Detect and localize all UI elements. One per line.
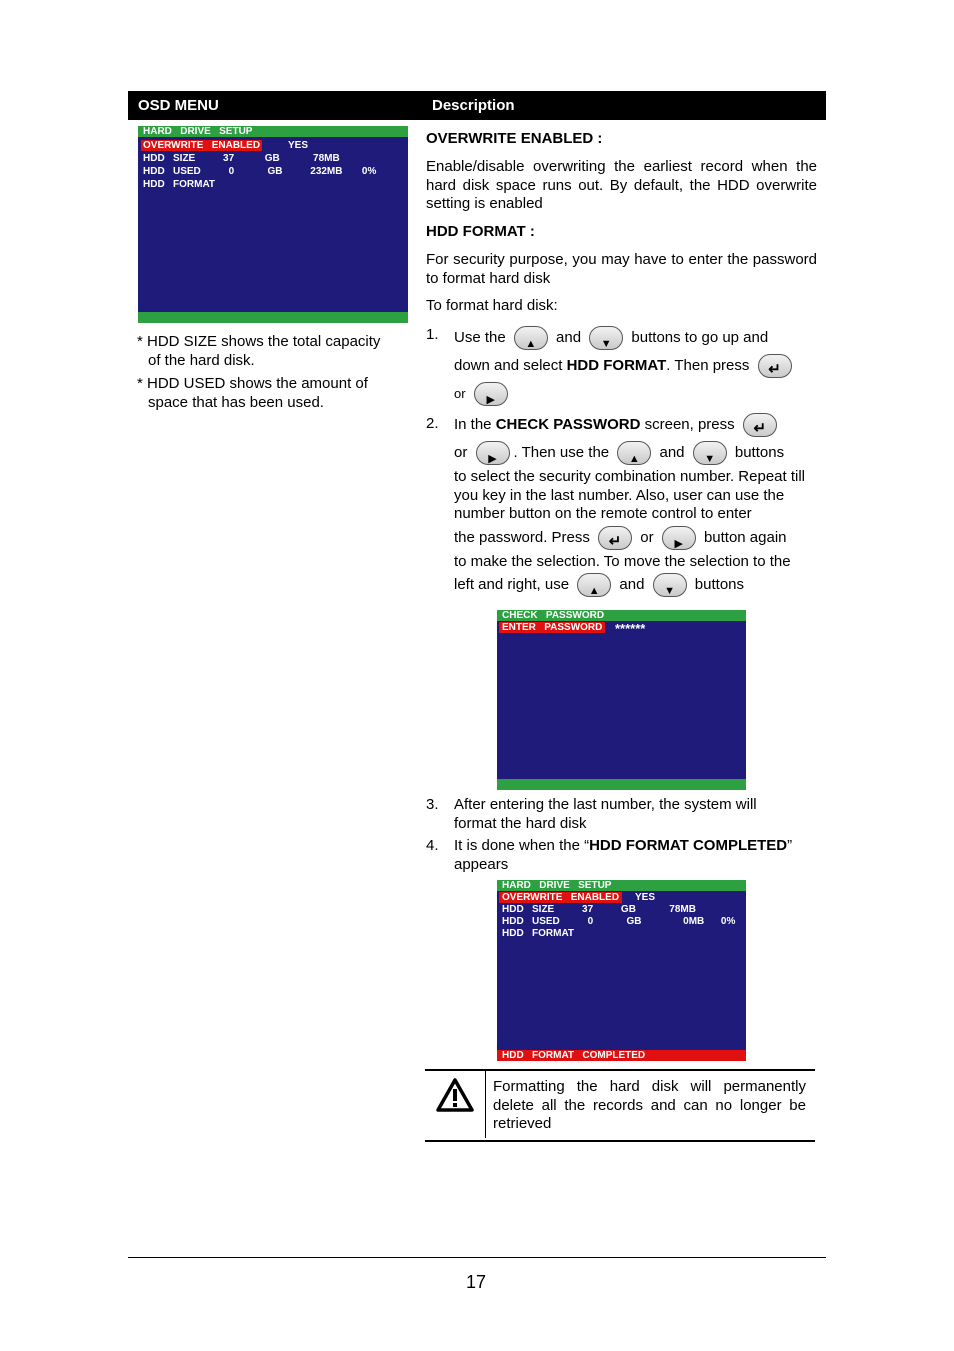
osd-format-completed: HDD FORMAT COMPLETED (502, 1050, 646, 1061)
step-text: screen, press (644, 416, 735, 433)
warning-triangle-icon (435, 1077, 475, 1113)
up-arrow-button-icon (514, 326, 548, 350)
step-4 (454, 837, 820, 874)
step-2 (454, 411, 824, 467)
heading-hdd-format: HDD FORMAT : (426, 223, 535, 240)
column-header-description: Description (432, 97, 515, 114)
step-text: or (454, 386, 466, 401)
step-number: 2. (426, 415, 439, 432)
osd-title: HARD DRIVE SETUP (143, 126, 253, 137)
osd-title: CHECK PASSWORD (502, 610, 605, 621)
note-line: of the hard disk. (148, 351, 255, 369)
step-text: the password. Press (454, 529, 590, 546)
right-arrow-button-icon (476, 441, 510, 465)
osd-title: HARD DRIVE SETUP (502, 880, 612, 891)
osd-overwrite-label: OVERWRITE ENABLED (143, 140, 261, 151)
step-text: buttons (694, 576, 745, 593)
osd-bottom-bar (138, 312, 408, 323)
osd-check-password (497, 610, 746, 790)
enter-button-icon (743, 413, 777, 437)
note-line: space that has been used. (148, 393, 324, 411)
step-2-continued (454, 524, 824, 552)
up-arrow-button-icon (617, 441, 651, 465)
right-arrow-button-icon (662, 526, 696, 550)
warning-divider (485, 1071, 486, 1138)
step-number: 3. (426, 796, 439, 813)
table-header (128, 91, 826, 120)
osd-overwrite-label: OVERWRITE ENABLED (499, 892, 622, 903)
warning-box (425, 1069, 815, 1142)
osd-hdd-format-row: HDD FORMAT (143, 179, 216, 190)
up-arrow-button-icon (577, 573, 611, 597)
step-text: and (556, 329, 582, 346)
enter-button-icon (598, 526, 632, 550)
warning-text: Formatting the hard disk will permanently delete all the records and can no longer be retrieved (493, 1078, 806, 1132)
note-hdd-used (137, 375, 368, 412)
right-arrow-button-icon (474, 382, 508, 406)
osd-hdd-used-row: HDD USED 0 GB 0MB 0% (502, 916, 736, 927)
step-text: Use the (454, 329, 506, 346)
step-2-last (454, 571, 824, 599)
osd-password-value: ****** (615, 621, 646, 636)
note-line: * HDD USED shows the amount of (137, 375, 368, 392)
down-arrow-button-icon (589, 326, 623, 350)
down-arrow-button-icon (693, 441, 727, 465)
step-text-bold: HDD FORMAT COMPLETED (589, 837, 788, 854)
step-text-bold: CHECK PASSWORD (495, 416, 641, 433)
osd-overwrite-value: YES (635, 892, 656, 903)
footer-divider (128, 1257, 826, 1258)
step-text: button again (703, 529, 787, 546)
step-text: left and right, use (454, 576, 570, 593)
step-text: and (659, 444, 685, 461)
note-line: * HDD SIZE shows the total capacity (137, 333, 381, 350)
header-divider (128, 119, 826, 120)
paragraph-hdd-format: For security purpose, you may have to enter the password to format hard disk (426, 251, 817, 287)
step-text: down and select (454, 357, 563, 374)
step-number: 1. (426, 326, 439, 343)
down-arrow-button-icon (653, 573, 687, 597)
step-text: . Then use the (513, 444, 610, 461)
osd-hard-drive-setup (138, 126, 408, 323)
osd-hdd-format-row: HDD FORMAT (502, 928, 575, 939)
step-text: ” appears (454, 837, 793, 873)
osd-hdd-size-row: HDD SIZE 37 GB 78MB (143, 153, 340, 164)
note-hdd-size (137, 333, 380, 370)
column-header-osd-menu: OSD MENU (138, 97, 219, 114)
osd-hdd-used-row: HDD USED 0 GB 232MB 0% (143, 166, 377, 177)
paragraph-overwrite: Enable/disable overwriting the earliest record when the hard disk space runs out. By default, the HDD overwrite setting is enabled (426, 158, 817, 212)
page-number: 17 (466, 1272, 487, 1292)
step-1 (454, 324, 824, 408)
osd-hard-drive-setup-completed (497, 880, 746, 1061)
step-text: In the (454, 416, 492, 433)
step-text: buttons (734, 444, 785, 461)
osd-overwrite-value: YES (288, 140, 309, 151)
osd-bottom-bar (497, 779, 746, 790)
osd-enter-password-label: ENTER PASSWORD (499, 622, 605, 633)
heading-overwrite: OVERWRITE ENABLED : (426, 130, 603, 147)
enter-button-icon (758, 354, 792, 378)
step-2-line: to make the selection. To move the selection to the (454, 553, 791, 570)
step-text: buttons to go up and (631, 329, 769, 346)
step-text: or (640, 529, 654, 546)
step-3: After entering the last number, the system will format the hard disk (454, 796, 757, 832)
step-text: and (619, 576, 645, 593)
step-text: or (454, 444, 468, 461)
step-text: . Then press (666, 357, 750, 374)
step-text: It is done when the “ (454, 837, 590, 854)
paragraph-to-format: To format hard disk: (426, 297, 558, 314)
osd-hdd-size-row: HDD SIZE 37 GB 78MB (502, 904, 696, 915)
step-text-bold: HDD FORMAT (566, 357, 667, 374)
step-2-body: to select the security combination number. Repeat till you key in the last number. Also, user can use the number button on the remote control to enter (454, 468, 806, 522)
step-number: 4. (426, 837, 439, 854)
